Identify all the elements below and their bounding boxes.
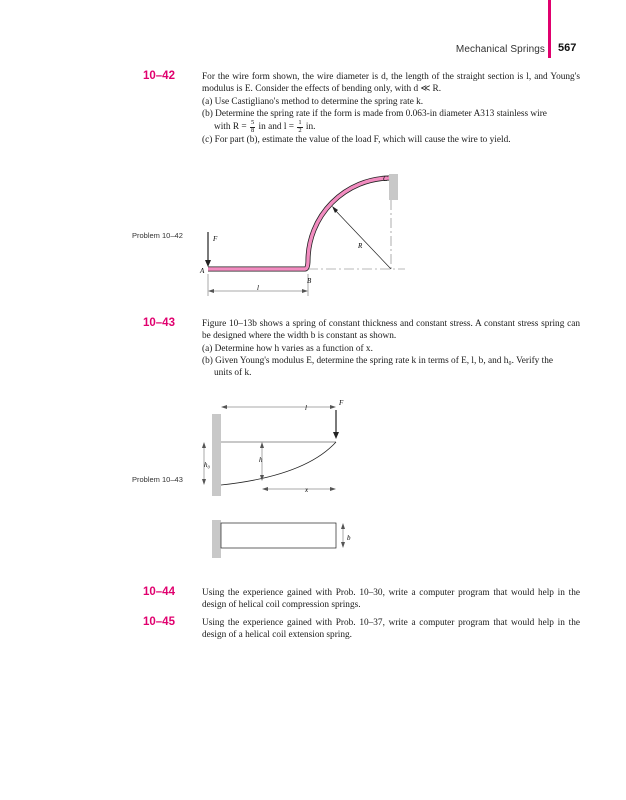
label-A: A (200, 267, 205, 275)
problem-intro: For the wire form shown, the wire diameter is d, the length of the straight section is l, and Young's modulus is E. Consider the effects of bending only, with d ≪ R. (202, 72, 580, 95)
wall-support-side-view (212, 414, 221, 496)
figure-10-43 (195, 396, 365, 566)
dimension-arrowhead (330, 487, 336, 491)
problem-part-b-line1: (b) Given Young's modulus E, determine the spring rate k in terms of E, l, b, and h₀. Verify the (202, 355, 553, 366)
dimension-arrowhead (202, 479, 206, 485)
wall-support (389, 174, 398, 200)
label-C: C (383, 175, 388, 183)
dimension-arrowhead (202, 442, 206, 448)
label-b: b (347, 534, 351, 542)
fraction-denominator: 2 (298, 126, 302, 134)
fraction-l (297, 120, 302, 134)
part-b-text: in and l = (258, 122, 294, 133)
figure-10-42 (195, 170, 415, 300)
header-accent-rule (548, 0, 551, 58)
problem-intro: Figure 10–13b shows a spring of constant thickness and constant stress. A constant stress spring can be designed where the width b is constant as shown. (202, 319, 580, 342)
fraction-numerator: 5 (250, 119, 255, 127)
label-h0: h₀ (204, 461, 210, 469)
beam-top-view (221, 523, 336, 548)
label-B: B (307, 277, 312, 285)
problem-part-a: (a) Use Castigliano's method to determine the spring rate k. (202, 96, 424, 107)
problem-text-10-45 (202, 617, 580, 642)
force-arrowhead (333, 432, 339, 439)
problem-part-b-line2 (202, 120, 580, 134)
problem-number-10-45: 10–45 (143, 616, 175, 628)
part-b-text: with R = (214, 122, 247, 133)
label-F: F (339, 399, 344, 407)
dimension-arrowhead (330, 405, 336, 409)
problem-number-10-44: 10–44 (143, 586, 175, 598)
label-h: h (259, 456, 263, 464)
dimension-arrowhead (341, 542, 345, 548)
label-F: F (213, 235, 218, 243)
radius-line (335, 210, 391, 269)
dimension-arrowhead (302, 289, 308, 293)
problem-number-10-43: 10–43 (143, 317, 175, 329)
dimension-arrowhead (208, 289, 214, 293)
wire-form (208, 178, 389, 269)
dimension-arrowhead (341, 523, 345, 529)
force-arrowhead (205, 260, 211, 267)
dimension-arrowhead (260, 442, 264, 448)
label-l: l (257, 284, 259, 292)
problem-text-10-43 (202, 318, 580, 379)
problem-body: Using the experience gained with Prob. 10–37, write a computer program that would help in the design of a helical coil extension spring. (202, 618, 580, 641)
beam-profile-curve (221, 442, 336, 485)
running-head: Mechanical Springs (455, 44, 545, 55)
problem-number-10-42: 10–42 (143, 70, 175, 82)
fraction-r (250, 120, 255, 134)
fraction-denominator: 8 (250, 126, 255, 134)
problem-part-b-line1: (b) Determine the spring rate if the form is made from 0.063-in diameter A313 stainless wire (202, 108, 547, 119)
problem-part-a: (a) Determine how h varies as a function of x. (202, 343, 373, 354)
figure-label-10-42: Problem 10–42 (132, 231, 183, 240)
label-l: l (305, 404, 307, 412)
figure-label-10-43: Problem 10–43 (132, 475, 183, 484)
page-number: 567 (558, 42, 577, 54)
dimension-arrowhead (221, 405, 227, 409)
dimension-arrowhead (262, 487, 268, 491)
problem-text-10-44 (202, 587, 580, 612)
part-b-text: in. (305, 122, 316, 133)
label-R: R (358, 242, 363, 250)
problem-part-b-line2: units of k. (214, 368, 252, 379)
fraction-numerator: 1 (298, 119, 302, 127)
problem-text-10-42 (202, 71, 580, 146)
problem-part-c: (c) For part (b), estimate the value of the load F, which will cause the wire to yield. (202, 135, 511, 146)
label-x: x (305, 486, 309, 494)
wall-support-top-view (212, 520, 221, 558)
wire-form-outline (208, 178, 389, 269)
problem-body: Using the experience gained with Prob. 10–30, write a computer program that would help in the design of helical coil compression springs. (202, 588, 580, 611)
